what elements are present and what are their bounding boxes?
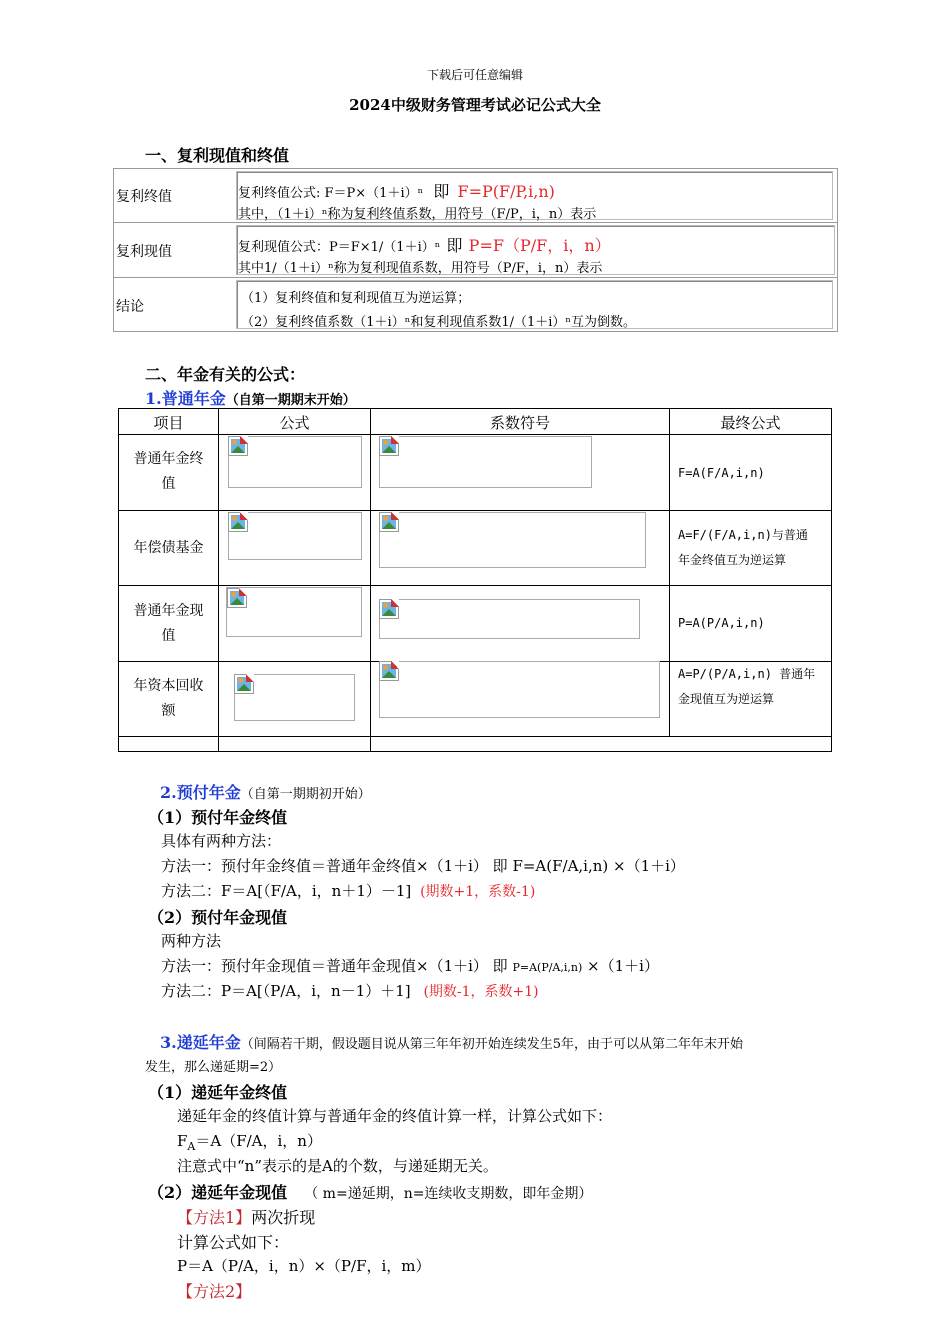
final-formula-line: P=A(P/A,i,n) (678, 616, 765, 630)
final-formula (678, 523, 808, 573)
paragraph-line: P＝A（P/A，i，n）×（P/F，i，m） (177, 1257, 431, 1275)
formula-text: 方法二：F＝A[（F/A，i，n＋1）－1] (161, 882, 412, 900)
formula-highlight: F=P(F/P,i,n) (457, 182, 555, 201)
broken-image-icon (228, 512, 248, 532)
broken-image-icon (379, 512, 399, 532)
annuity-table (118, 408, 832, 752)
row-label (119, 599, 218, 649)
paragraph-line: 具体有两种方法： (161, 832, 282, 850)
row-label-line: 普通年金终 (133, 451, 204, 467)
table-row (114, 223, 837, 278)
row-label (119, 536, 218, 561)
page-title: 2024中级财务管理考试必记公式大全 (349, 96, 601, 114)
paragraph-line: 注意式中“n”表示的是A的个数，与递延期无关。 (177, 1157, 498, 1175)
method-tag: 【方法1】 (177, 1208, 252, 1227)
method-tag: 【方法2】 (177, 1282, 252, 1301)
paragraph-line (161, 980, 539, 1001)
row-label: 结论 (116, 299, 144, 315)
formula-highlight: (期数+1，系数-1) (420, 884, 536, 900)
column-header: 项目 (153, 414, 184, 432)
connector-text: 即 (433, 182, 450, 201)
coefficient-image (379, 436, 592, 488)
paragraph-line (161, 880, 535, 901)
compound-interest-table (113, 168, 838, 332)
final-formula (678, 611, 765, 636)
subsection-title (145, 386, 356, 409)
formula-text: 复利现值公式：P＝F×1/（1＋i）ⁿ (238, 240, 441, 255)
paragraph-line (177, 1130, 322, 1153)
section2-heading: 二、年金有关的公式： (145, 365, 306, 384)
formula-image (228, 436, 362, 488)
subsection-note: （自第一期期初开始） (240, 787, 371, 802)
paragraph-title (148, 1180, 592, 1203)
method-line (177, 1205, 315, 1228)
subsection-label: 递延年金 (176, 1033, 241, 1052)
paragraph-line (161, 955, 659, 976)
formula-text: 方法一：预付年金现值＝普通年金现值×（1＋i） 即 (161, 957, 508, 975)
paragraph-title: （1）递延年金终值 (148, 1083, 288, 1102)
subsection-label: 普通年金 (161, 389, 226, 408)
formula-highlight: (期数-1，系数+1) (423, 984, 539, 1000)
subsection-title (160, 1030, 743, 1053)
subsection-number: 2. (160, 783, 177, 802)
row-label (119, 674, 218, 724)
column-header: 最终公式 (720, 414, 781, 432)
subsection-label: 预付年金 (176, 783, 241, 802)
coefficient-image (379, 661, 660, 718)
formula-highlight: P=F（P/F，i，n） (468, 236, 611, 255)
formula-text: F (177, 1132, 188, 1150)
column-header: 系数符号 (489, 414, 550, 432)
paragraph-line: 计算公式如下： (177, 1233, 290, 1252)
coefficient-image (379, 599, 640, 639)
broken-image-icon (379, 436, 399, 456)
broken-image-icon (228, 436, 248, 456)
subsection-note: 发生，那么递延期=2） (145, 1060, 282, 1075)
final-formula (678, 662, 815, 712)
section1-heading: 一、复利现值和终值 (145, 146, 290, 165)
paragraph-title-text: （2）递延年金现值 (148, 1183, 288, 1202)
final-formula-line: A=P/(P/A,i,n) 普通年 (678, 667, 816, 681)
formula-cell (236, 225, 835, 275)
final-formula (678, 461, 765, 486)
paragraph-title: （1）预付年金终值 (148, 808, 288, 827)
formula-subscript: A (187, 1140, 196, 1153)
paragraph-line: 方法一：预付年金终值＝普通年金终值×（1＋i） 即 F=A(F/A,i,n) ×（1＋i） (161, 857, 685, 875)
connector-text: 即 (446, 236, 463, 255)
row-label: 复利现值 (116, 244, 172, 260)
paragraph-title: （2）预付年金现值 (148, 908, 288, 927)
formula-explanation: 其中1/（1＋i）ⁿ称为复利现值系数，用符号（P/F，i，n）表示 (238, 261, 603, 276)
conclusion-line: （1）复利终值和复利现值互为逆运算； (241, 291, 471, 306)
formula-text: 复利终值公式: F＝P×（1＋i）ⁿ (238, 186, 424, 201)
subsection-title (160, 780, 371, 803)
row-label-line: 普通年金现 (133, 603, 204, 619)
column-header: 公式 (279, 414, 310, 432)
method-text: 两次折现 (251, 1208, 316, 1227)
paragraph-line: 两种方法 (161, 932, 222, 950)
row-label-line: 额 (161, 703, 176, 719)
broken-image-icon (379, 661, 399, 681)
row-label-line: 值 (161, 628, 176, 644)
formula-text: P=A(P/A,i,n) (512, 961, 583, 974)
row-label (119, 447, 218, 497)
subsection-note: （自第一期期末开始） (225, 393, 356, 408)
broken-image-icon (379, 599, 399, 619)
subsection-number: 1. (145, 389, 162, 408)
paragraph-line: 递延年金的终值计算与普通年金的终值计算一样，计算公式如下： (177, 1107, 613, 1125)
table-row (114, 278, 837, 332)
final-formula-line: 金现值互为逆运算 (678, 692, 775, 706)
conclusion-line: （2）复利终值系数（1＋i）ⁿ和复利现值系数1/（1＋i）ⁿ互为倒数。 (241, 315, 637, 330)
row-label-line: 年资本回收 (133, 678, 204, 694)
final-formula-line: 年金终值互为逆运算 (678, 553, 787, 567)
formula-explanation: 其中，（1＋i）ⁿ称为复利终值系数，用符号（F/P，i，n）表示 (238, 207, 597, 222)
formula-text: ×（1＋i） (587, 957, 659, 975)
formula-text: ＝A（F/A，i，n） (195, 1132, 322, 1150)
formula-image (228, 512, 362, 560)
final-formula-line: A=F/(F/A,i,n)与普通 (678, 528, 808, 542)
final-formula-line: F=A(F/A,i,n) (678, 466, 765, 480)
coefficient-image (379, 512, 646, 568)
row-label-line: 值 (161, 476, 176, 492)
row-label-line: 年偿债基金 (133, 540, 204, 556)
subsection-note: （间隔若干期，假设题目说从第三年年初开始连续发生5年，由于可以从第二年年末开始 (240, 1037, 743, 1052)
subsection-number: 3. (160, 1033, 177, 1052)
row-label: 复利终值 (116, 189, 172, 205)
formula-text: 方法二：P＝A[（P/A，i，n－1）＋1] (161, 982, 411, 1000)
table-row (114, 169, 837, 223)
broken-image-icon (234, 674, 254, 694)
formula-cell (236, 171, 833, 220)
header-note: 下载后可任意编辑 (426, 68, 523, 82)
broken-image-icon (227, 588, 247, 608)
conclusion-cell (236, 280, 833, 329)
paragraph-note: （ m=递延期，n=连续收支期数，即年金期） (304, 1186, 593, 1202)
